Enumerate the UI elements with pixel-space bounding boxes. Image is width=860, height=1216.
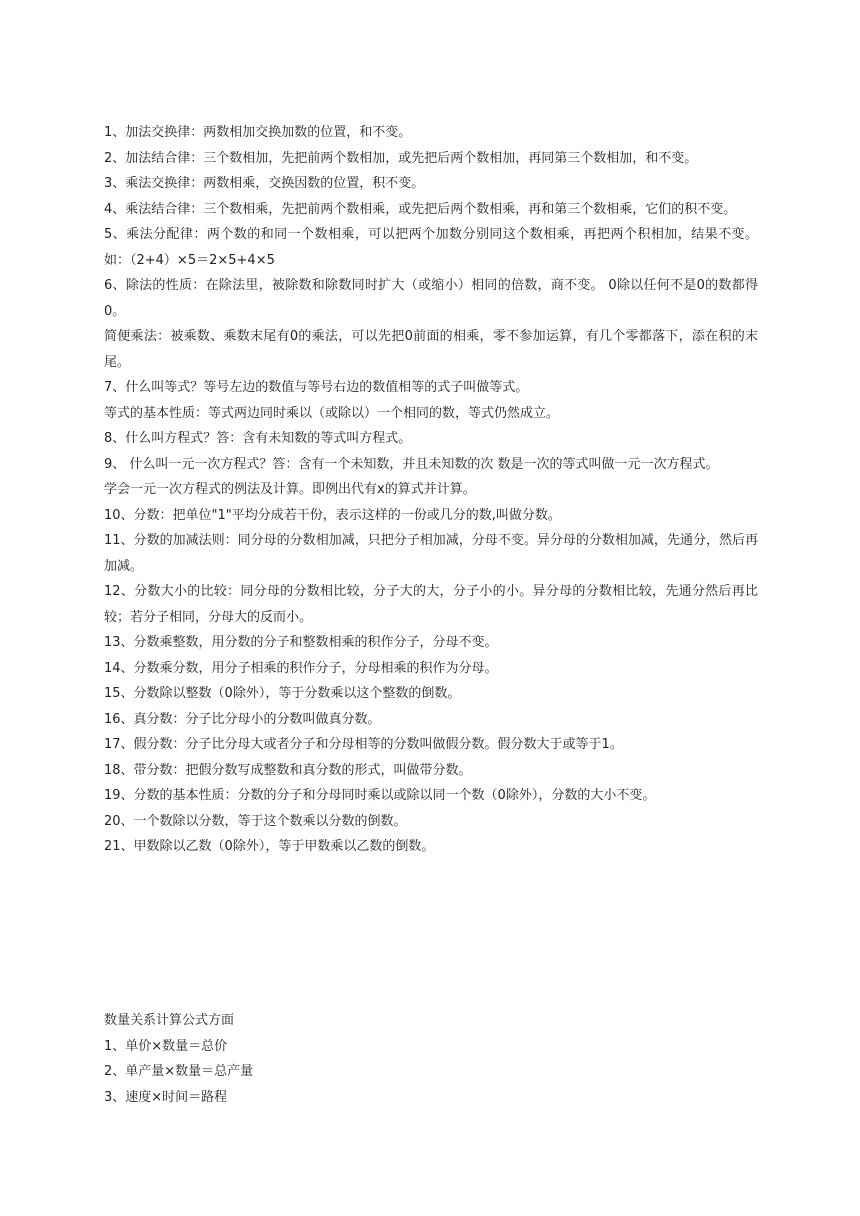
rule-paragraph: 12、分数大小的比较：同分母的分数相比较，分子大的大，分子小的小。异分母的分数相比较，先通分然后再比较；若分子相同，分母大的反而小。 [104,584,758,625]
rule-paragraph: 简便乘法：被乘数、乘数末尾有0的乘法，可以先把0前面的相乘，零不参加运算，有几个零都落下，添在积的末尾。 [104,329,758,370]
rule-paragraph: 学会一元一次方程式的例法及计算。即例出代有x的算式并计算。 [104,482,476,497]
rule-paragraph: 13、分数乘整数，用分数的分子和整数相乘的积作分子，分母不变。 [104,635,498,650]
rule-paragraph: 等式的基本性质：等式两边同时乘以（或除以）一个相同的数，等式仍然成立。 [104,405,560,421]
formula-line: 2、单产量×数量＝总产量 [104,1064,254,1079]
rule-paragraph: 17、假分数：分子比分母大或者分子和分母相等的分数叫做假分数。假分数大于或等于1。 [104,737,623,752]
rule-paragraph: 14、分数乘分数，用分子相乘的积作分子，分母相乘的积作为分母。 [104,660,498,676]
rule-paragraph: 7、什么叫等式？等号左边的数值与等号右边的数值相等的式子叫做等式。 [104,380,529,395]
rule-paragraph: 5、乘法分配律：两个数的和同一个数相乘，可以把两个加数分别同这个数相乘，再把两个积相加，结果不变。如：（2+4）×5＝2×5+4×5 [104,227,758,268]
rules-section [104,120,758,860]
section-title: 数量关系计算公式方面 [104,1013,235,1028]
rule-paragraph: 15、分数除以整数（0除外），等于分数乘以这个整数的倒数。 [104,686,461,701]
formula-line: 3、速度×时间＝路程 [104,1089,228,1105]
rule-paragraph: 2、加法结合律：三个数相加，先把前两个数相加，或先把后两个数相加，再同第三个数相加，和不变。 [104,150,698,166]
rule-paragraph: 6、除法的性质：在除法里，被除数和除数同时扩大（或缩小）相同的倍数，商不变。 0除以任何不是0的数都得0。 [104,278,758,319]
rule-paragraph: 11、分数的加减法则：同分母的分数相加减，只把分子相加减，分母不变。异分母的分数相加减，先通分，然后再加减。 [104,533,758,574]
rule-paragraph: 1、加法交换律：两数相加交换加数的位置，和不变。 [104,125,412,140]
rule-paragraph: 9、 什么叫一元一次方程式？答：含有一个未知数，并且未知数的次 数是一次的等式叫做一元一次方程式。 [104,456,719,472]
rule-paragraph: 8、什么叫方程式？答：含有未知数的等式叫方程式。 [104,431,412,446]
formula-line: 1、单价×数量＝总价 [104,1038,228,1054]
rule-paragraph: 4、乘法结合律：三个数相乘，先把前两个数相乘，或先把后两个数相乘，再和第三个数相乘，它们的积不变。 [104,201,737,217]
rule-paragraph: 19、分数的基本性质：分数的分子和分母同时乘以或除以同一个数（0除外），分数的大小不变。 [104,788,656,803]
rule-paragraph: 16、真分数：分子比分母小的分数叫做真分数。 [104,711,381,727]
rule-paragraph: 21、甲数除以乙数（0除外），等于甲数乘以乙数的倒数。 [104,839,435,854]
rule-paragraph: 10、分数：把单位"1"平均分成若干份，表示这样的一份或几分的数,叫做分数。 [104,507,561,523]
formula-section [104,1008,758,1110]
rule-paragraph: 20、一个数除以分数，等于这个数乘以分数的倒数。 [104,813,407,829]
rule-paragraph: 3、乘法交换律：两数相乘，交换因数的位置，积不变。 [104,176,425,191]
rule-paragraph: 18、带分数：把假分数写成整数和真分数的形式，叫做带分数。 [104,762,472,778]
